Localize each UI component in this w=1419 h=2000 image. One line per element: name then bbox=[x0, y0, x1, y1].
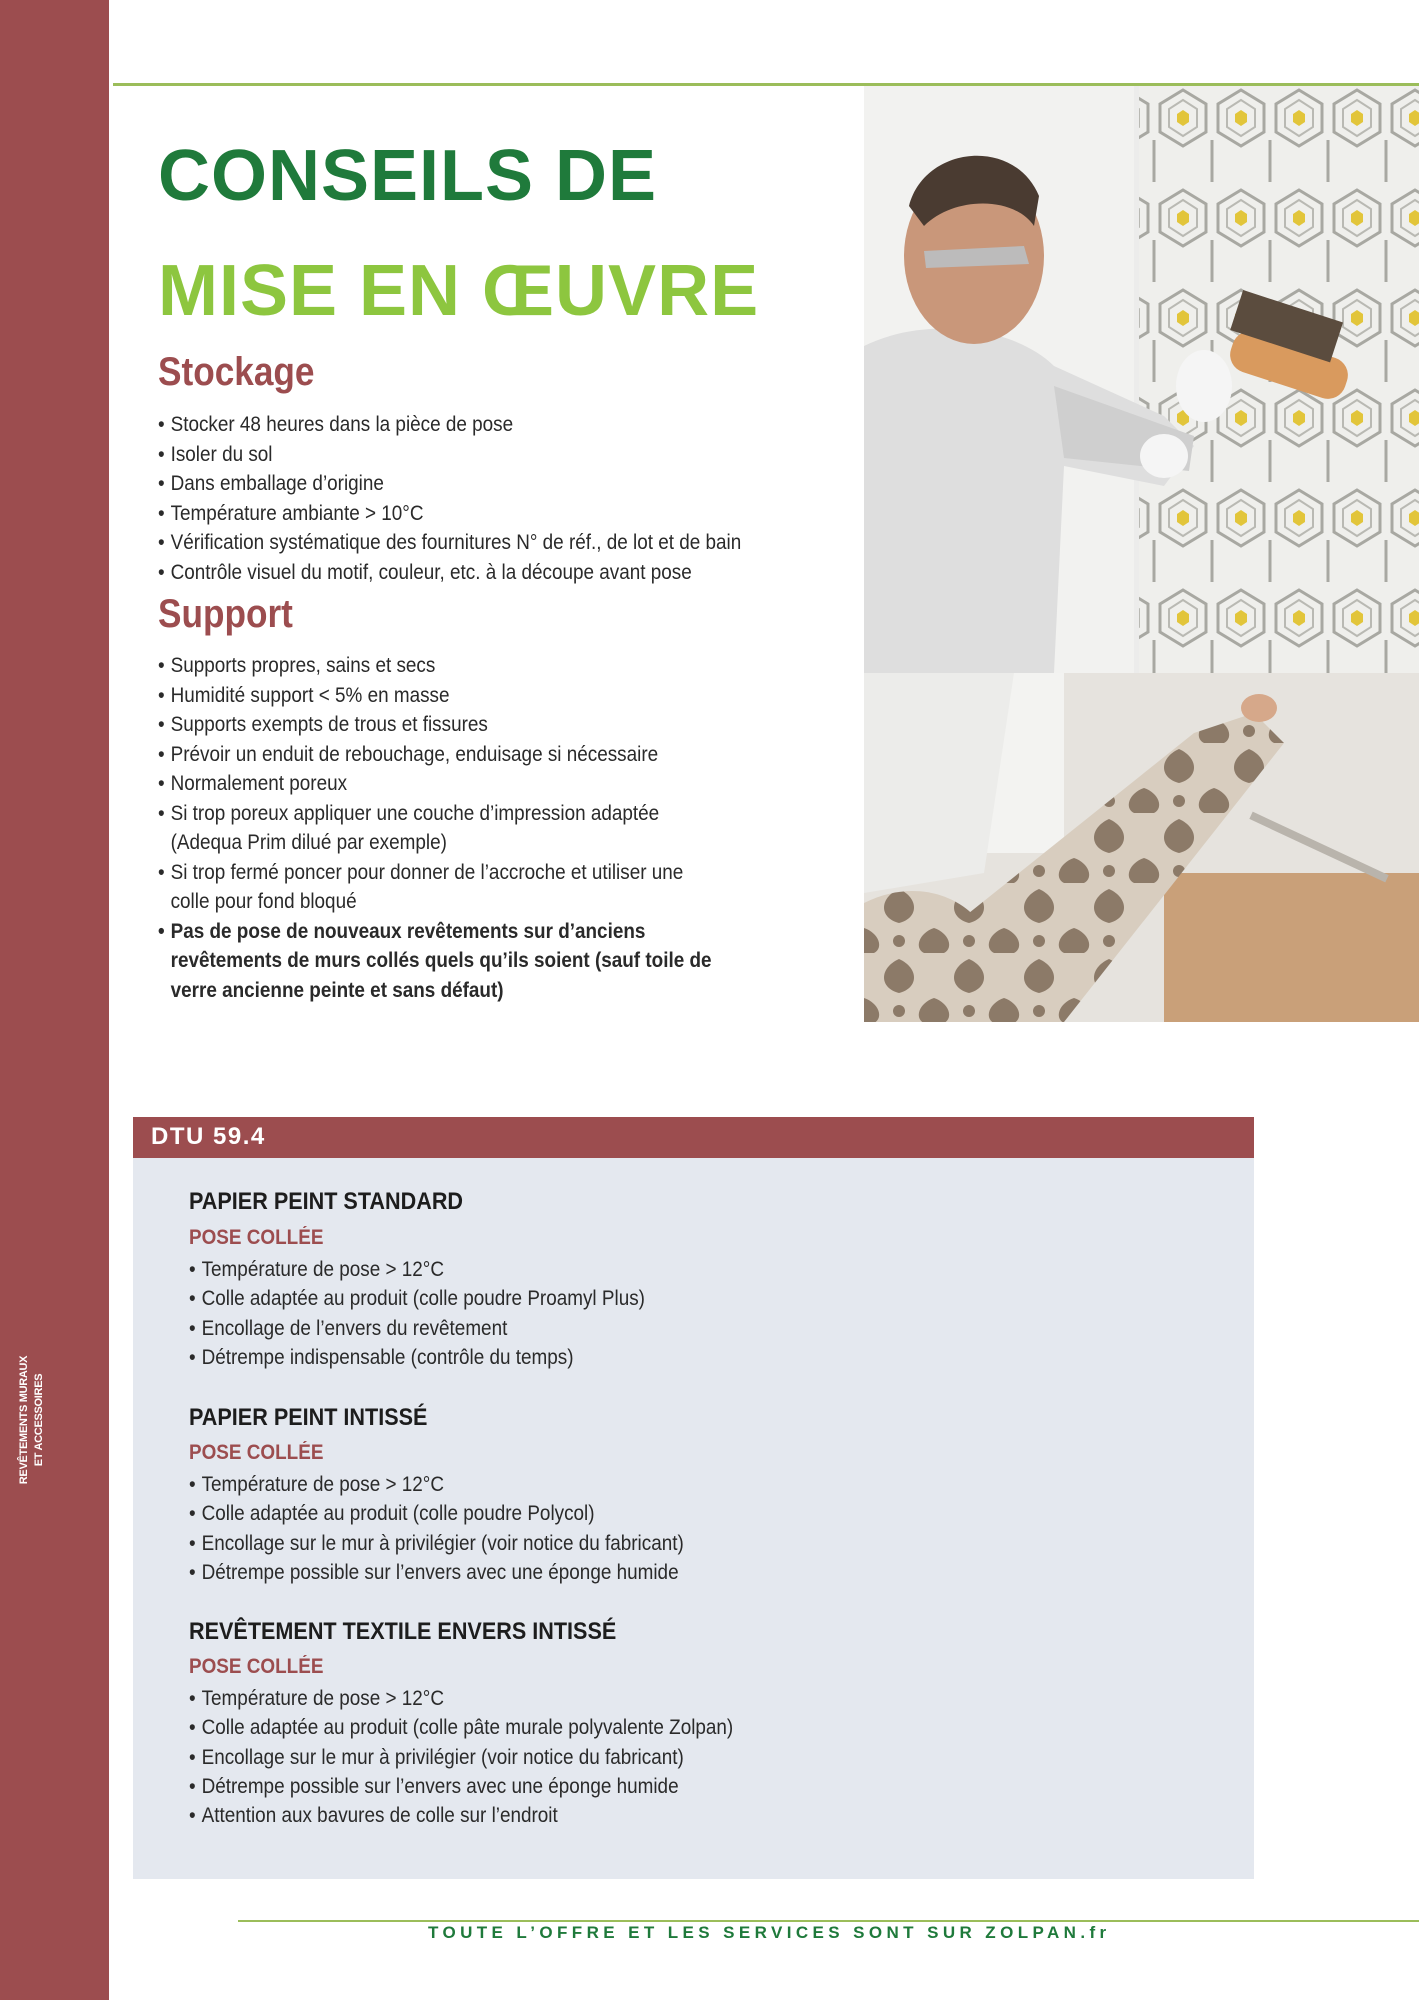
block-title: PAPIER PEINT STANDARD bbox=[189, 1188, 464, 1215]
warning-item: • Pas de pose de nouveaux revêtements sur d’anciens revêtements de murs collés quels qu’ils soient (sauf toile de verre ancienne peinte et sans défaut) bbox=[158, 917, 725, 1006]
footer-tagline: TOUTE L’OFFRE ET LES SERVICES SONT SUR ZOLPAN.fr bbox=[428, 1923, 1111, 1942]
list-item: • Encollage sur le mur à privilégier (voir notice du fabricant) bbox=[189, 1529, 819, 1558]
dtu-label: DTU 59.4 bbox=[151, 1123, 266, 1150]
bottom-divider bbox=[238, 1920, 1419, 1922]
list-item: • Détrempe possible sur l’envers avec une éponge humide bbox=[189, 1558, 819, 1587]
list-item: • Vérification systématique des fournitures N° de réf., de lot et de bain bbox=[158, 528, 788, 558]
stockage-list bbox=[158, 410, 788, 587]
list-item: • Colle adaptée au produit (colle poudre Proamyl Plus) bbox=[189, 1284, 819, 1313]
support-list bbox=[158, 651, 725, 1005]
list-item: • Prévoir un enduit de rebouchage, enduisage si nécessaire bbox=[158, 740, 725, 770]
list-item: • Encollage de l’envers du revêtement bbox=[189, 1314, 819, 1343]
sidebar-label-line1: REVÊTEMENTS MURAUX bbox=[18, 1355, 30, 1485]
list-item: • Détrempe indispensable (contrôle du temps) bbox=[189, 1343, 819, 1372]
list-item: • Normalement poreux bbox=[158, 769, 725, 799]
block-list bbox=[189, 1684, 819, 1830]
sidebar-label-line2: ET ACCESSOIRES bbox=[33, 1373, 45, 1467]
list-item: • Colle adaptée au produit (colle pâte murale polyvalente Zolpan) bbox=[189, 1713, 819, 1742]
support-heading: Support bbox=[158, 592, 293, 636]
list-item: • Température de pose > 12°C bbox=[189, 1470, 819, 1499]
list-item: • Attention aux bavures de colle sur l’endroit bbox=[189, 1801, 819, 1830]
list-item: • Colle adaptée au produit (colle poudre Polycol) bbox=[189, 1499, 819, 1528]
list-item: • Stocker 48 heures dans la pièce de pose bbox=[158, 410, 788, 440]
list-item: • Encollage sur le mur à privilégier (voir notice du fabricant) bbox=[189, 1743, 819, 1772]
page-title-line2: MISE EN ŒUVRE bbox=[158, 251, 760, 331]
block-subtitle: POSE COLLÉE bbox=[189, 1655, 324, 1678]
list-item: • Supports exempts de trous et fissures bbox=[158, 710, 725, 740]
block-title: PAPIER PEINT INTISSÉ bbox=[189, 1404, 428, 1431]
dtu-header-bar bbox=[133, 1117, 1254, 1158]
block-list bbox=[189, 1470, 819, 1587]
list-item: • Contrôle visuel du motif, couleur, etc. à la découpe avant pose bbox=[158, 558, 788, 588]
list-item: • Dans emballage d’origine bbox=[158, 469, 788, 499]
list-item: • Humidité support < 5% en masse bbox=[158, 681, 725, 711]
list-item: • Si trop poreux appliquer une couche d’impression adaptée (Adequa Prim dilué par exemple) bbox=[158, 799, 725, 858]
list-item: • Température ambiante > 10°C bbox=[158, 499, 788, 529]
photo-painter-brushing bbox=[864, 86, 1419, 673]
list-item: • Détrempe possible sur l’envers avec une éponge humide bbox=[189, 1772, 819, 1801]
list-item: • Supports propres, sains et secs bbox=[158, 651, 725, 681]
block-title: REVÊTEMENT TEXTILE ENVERS INTISSÉ bbox=[189, 1618, 617, 1645]
list-item: • Température de pose > 12°C bbox=[189, 1684, 819, 1713]
list-item: • Température de pose > 12°C bbox=[189, 1255, 819, 1284]
block-subtitle: POSE COLLÉE bbox=[189, 1226, 324, 1249]
block-list bbox=[189, 1255, 819, 1372]
photo-wallpaper-roll bbox=[864, 673, 1419, 1022]
stockage-heading: Stockage bbox=[158, 350, 315, 394]
list-item: • Si trop fermé poncer pour donner de l’accroche et utiliser une colle pour fond bloqué bbox=[158, 858, 725, 917]
list-item: • Isoler du sol bbox=[158, 440, 788, 470]
block-subtitle: POSE COLLÉE bbox=[189, 1441, 324, 1464]
sidebar-band bbox=[0, 0, 109, 2000]
page-title-line1: CONSEILS DE bbox=[158, 136, 658, 216]
